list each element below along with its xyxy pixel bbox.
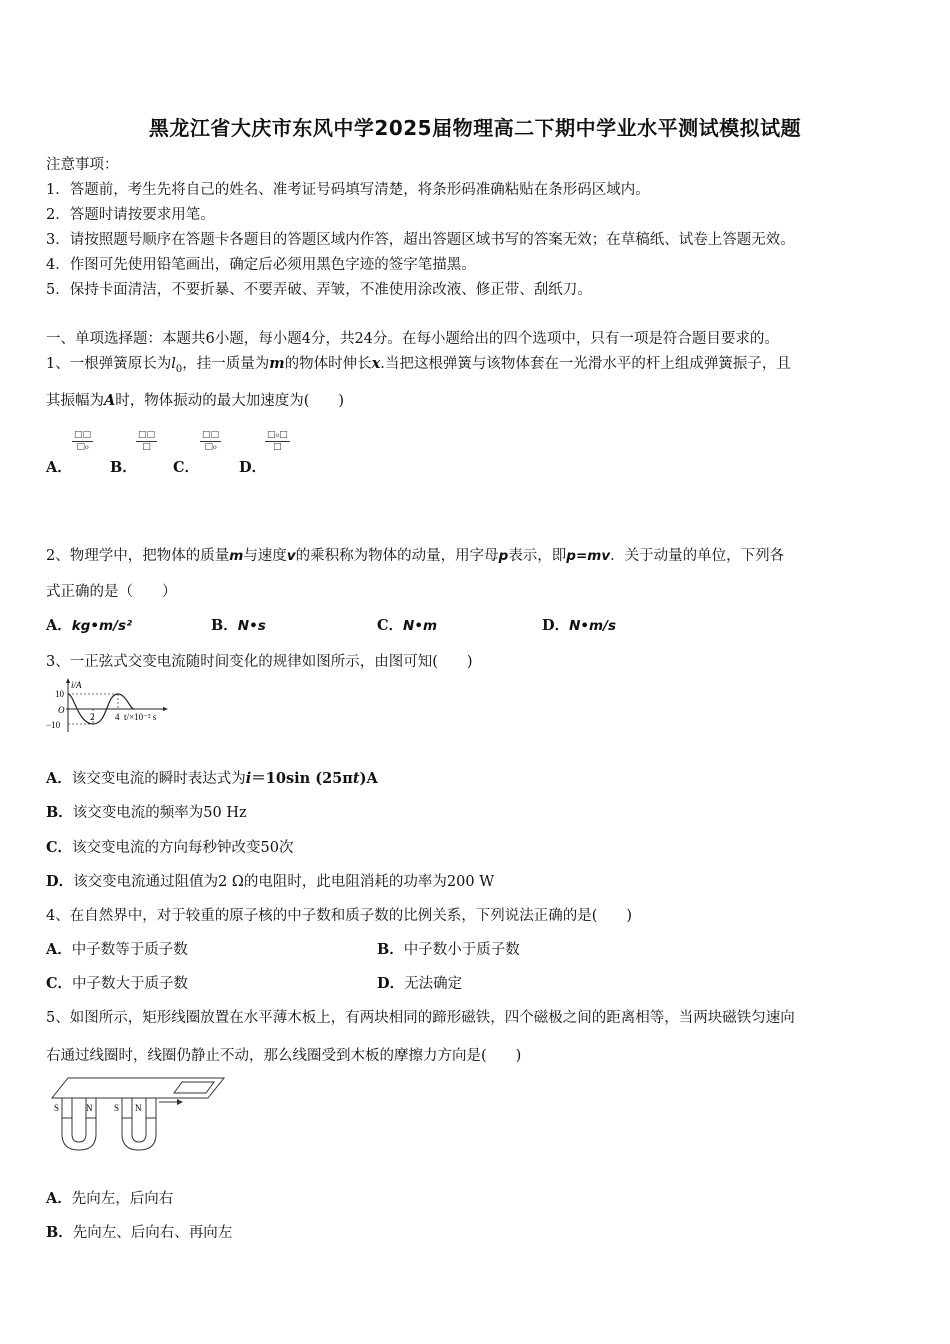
q2-option-d[interactable]: D．N•m/s — [542, 617, 617, 634]
notice-item-4: 4．作图可先使用铅笔画出，确定后必须用黑色字迹的签字笔描黑。 — [46, 257, 476, 273]
q3-graph-ylabel: i/A — [71, 680, 82, 690]
q5-pole-4: N — [135, 1103, 142, 1113]
q4-option-b[interactable]: B．中子数小于质子数 — [377, 941, 520, 958]
q5-pole-2: N — [86, 1103, 93, 1113]
q1-option-c-formula: □□ □₀ — [202, 430, 220, 452]
q4-stem: 4、在自然界中，对于较重的原子核的中子数和质子数的比例关系，下列说法正确的是( ) — [46, 908, 633, 924]
notice-heading: 注意事项： — [46, 157, 119, 173]
q5-option-a[interactable]: A．先向左，后向右 — [46, 1190, 174, 1207]
q3-stem: 3、一正弦式交变电流随时间变化的规律如图所示，由图可知( ) — [46, 654, 473, 670]
q3-graph-origin: O — [58, 705, 65, 715]
q5-stem-line1: 5、如图所示，矩形线圈放置在水平薄木板上，有两块相同的蹄形磁铁，四个磁极之间的距离相等，当两块磁铁匀速向 — [46, 1010, 795, 1026]
q1-option-a[interactable]: A． — [46, 459, 72, 476]
q4-option-d[interactable]: D．无法确定 — [377, 975, 463, 992]
q1-option-d-formula: □₀□ □ — [267, 430, 288, 452]
q5-pole-1: S — [54, 1103, 60, 1113]
q3-graph-x2: 2 — [90, 712, 95, 722]
q3-current-graph — [44, 676, 174, 736]
notice-item-3: 3．请按照题号顺序在答题卡各题目的答题区域内作答，超出答题区域书写的答案无效；在草稿纸、试卷上答题无效。 — [46, 232, 795, 248]
q1-stem-line2: 其振幅为A时，物体振动的最大加速度为( ) — [46, 392, 345, 409]
q4-option-a[interactable]: A．中子数等于质子数 — [46, 941, 188, 958]
section-heading: 一、单项选择题：本题共6小题，每小题4分，共24分。在每小题给出的四个选项中，只有一项是符合题目要求的。 — [46, 331, 779, 347]
q3-graph-x4: 4 — [115, 712, 120, 722]
q2-option-c[interactable]: C．N•m — [377, 617, 438, 634]
q5-stem-line2: 右通过线圈时，线圈仍静止不动，那么线圈受到木板的摩擦力方向是( ) — [46, 1048, 522, 1064]
notice-item-1: 1．答题前，考生先将自己的姓名、准考证号码填写清楚，将条形码准确粘贴在条形码区域内。 — [46, 182, 650, 198]
q3-graph-ymax: 10 — [55, 689, 64, 699]
q3-option-a[interactable]: A．该交变电流的瞬时表达式为i＝10sin (25πt)A — [46, 770, 378, 787]
q3-option-b[interactable]: B．该交变电流的频率为50 Hz — [46, 804, 247, 821]
q1-option-c[interactable]: C． — [173, 459, 200, 476]
q3-option-d[interactable]: D．该交变电流通过阻值为2 Ω的电阻时，此电阻消耗的功率为200 W — [46, 873, 495, 890]
q2-option-b[interactable]: B．N•s — [211, 617, 266, 634]
q3-option-c[interactable]: C．该交变电流的方向每秒钟改变50次 — [46, 839, 294, 856]
q2-stem-line2: 式正确的是（ ） — [46, 584, 177, 600]
q1-option-a-formula: □□ □₀ — [74, 430, 92, 452]
notice-item-2: 2．答题时请按要求用笔。 — [46, 207, 215, 223]
q5-magnet-figure — [44, 1076, 230, 1156]
q3-graph-xlabel: t/×10⁻² s — [124, 712, 157, 722]
q2-stem-line1: 2、物理学中，把物体的质量m与速度v的乘积称为物体的动量，用字母p表示，即p=mv．关于动量的单位，下列各 — [46, 548, 785, 564]
page-title: 黑龙江省大庆市东风中学2025届物理高二下期中学业水平测试模拟试题 — [148, 116, 802, 140]
q1-stem-line1: 1、一根弹簧原长为$l_0$，挂一质量为m的物体时伸长x.当把这根弹簧与该物体套在一光滑水平的杆上组成弹簧振子，且 — [46, 355, 791, 375]
q3-graph-ymin: −10 — [46, 720, 61, 730]
q4-option-c[interactable]: C．中子数大于质子数 — [46, 975, 189, 992]
q1-option-b-formula: □□ □ — [138, 430, 156, 452]
notice-item-5: 5．保持卡面清洁，不要折暴、不要弄破、弄皱，不准使用涂改液、修正带、刮纸刀。 — [46, 282, 592, 298]
q5-option-b[interactable]: B．先向左、后向右、再向左 — [46, 1224, 233, 1241]
q5-pole-3: S — [114, 1103, 120, 1113]
q2-option-a[interactable]: A．kg•m/s² — [46, 617, 132, 634]
q1-option-d[interactable]: D． — [239, 459, 267, 476]
q1-option-b[interactable]: B． — [110, 459, 137, 476]
